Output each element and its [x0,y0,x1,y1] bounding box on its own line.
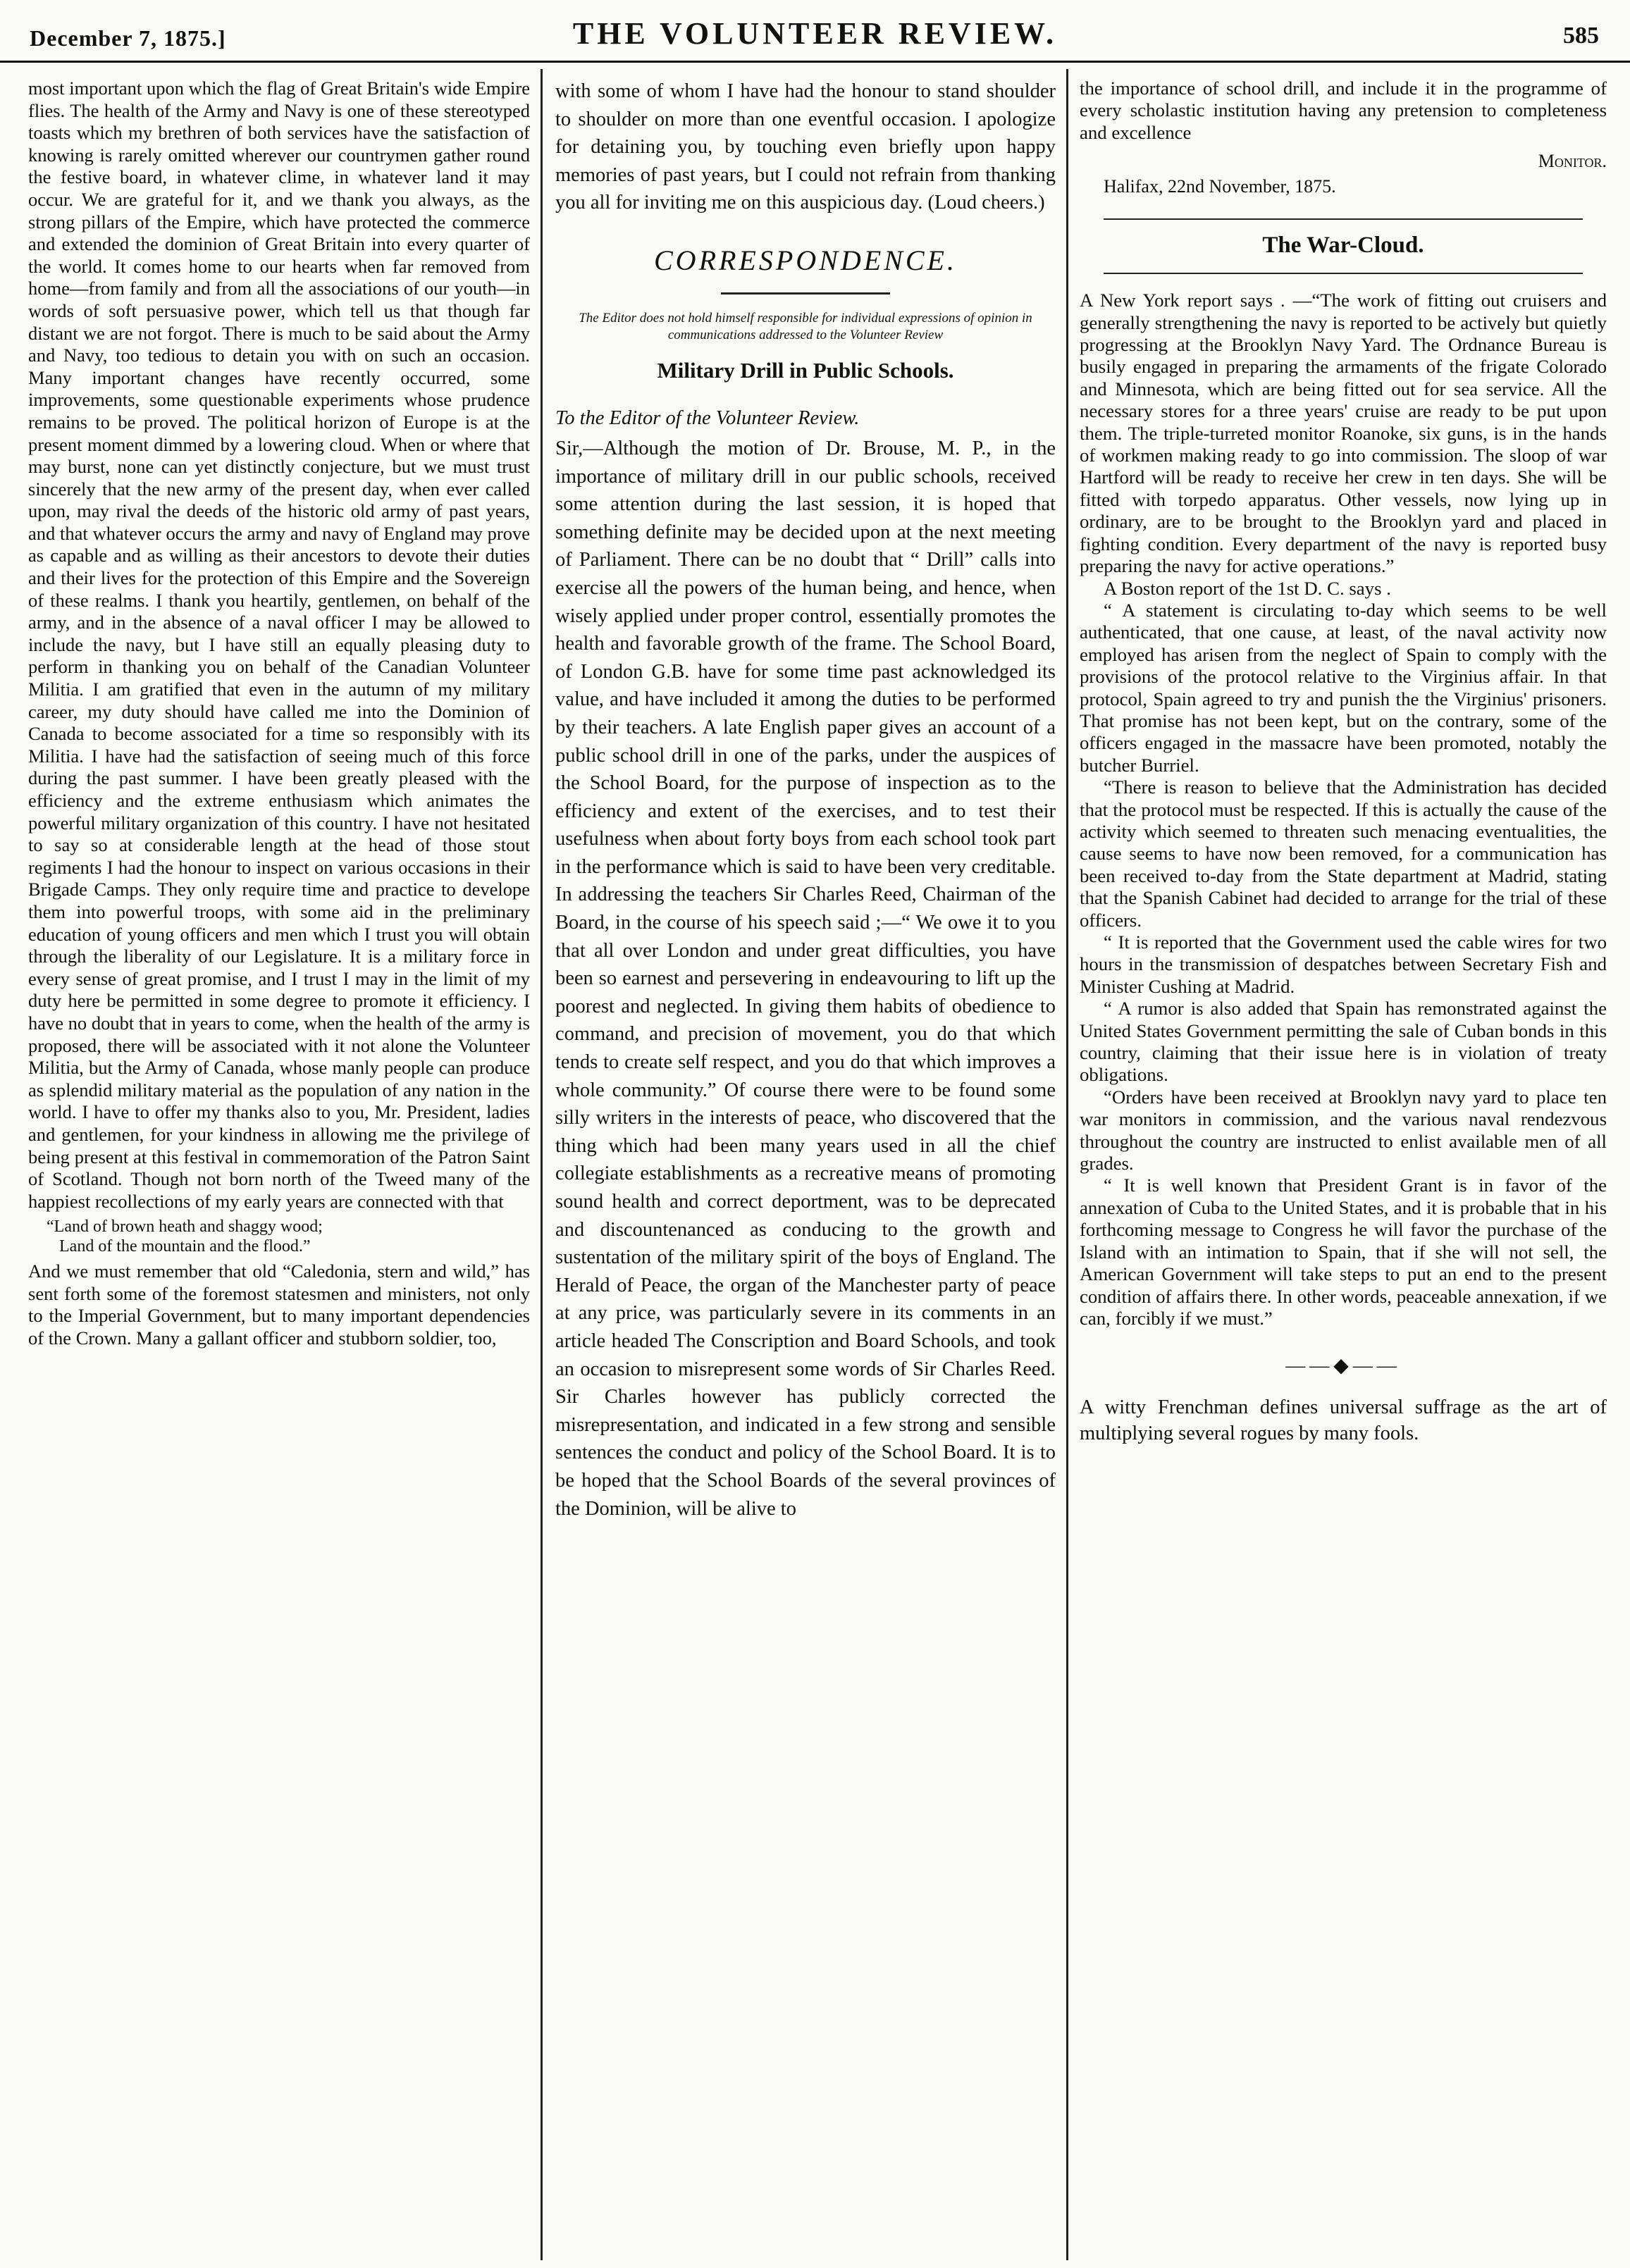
body-paragraph: with some of whom I have had the honour to stand shoulder to shoulder on more than one eventful occasion. I apologize for detaining you, by touching even briefly upon happy memories of past years, but I could not refrain from thanking you all for inviting me on this auspicious day. (Loud cheers.) [555,80,1056,214]
body-paragraph: “ It is well known that President Grant is in favor of the annexation of Cuba to the United States, and it is probable that in his forthcoming message to Congress he will favor the purchase of the Island with an intimation to Spain, that if she will not sell, the American Government will take steps to put an end to the present condition of affairs there. In other words, peaceable annexation, if we can, forcibly if we must.” [1080,1175,1607,1329]
page-number: 585 [1563,23,1599,49]
letter-signature: Monitor. [1538,151,1607,172]
body-paragraph: A New York report says . —“The work of fitting out cruisers and generally strengthening the navy is reported to be actively but quietly progressing at the Brooklyn Navy Yard. The Ordnance Bureau is busily engaged in preparing the armaments of the frigate Colorado and Minnesota, which are being fitted out for sea service. All the necessary stores for a three years' cruise are ready to be put upon them. The triple-turreted monitor Roanoke, six guns, is in the hands of workmen making ready to go into commission. The sloop of war Hartford will be ready to receive her crew in ten days. She will be fitted with torpedo apparatus. Other vessels, now lying up in ordinary, are to be brought to the Brooklyn yard and placed in fighting condition. Every department of the navy is reported busy preparing the navy for active operations.” [1080,290,1607,577]
running-head [0,6,1630,63]
body-paragraph: “Orders have been received at Brooklyn navy yard to place ten war monitors in commission, and the various naval rendezvous throughout the country are instructed to enlist available men of all grades. [1080,1086,1607,1175]
verse-quote [47,1217,530,1256]
editor-disclaimer: The Editor does not hold himself responsible for individual expressions of opinion in communications addressed to the Volunteer Review [579,310,1032,342]
letter-salutation: To the Editor of the Volunteer Review. [555,407,860,429]
body-paragraph: the importance of school drill, and include it in the programme of every scholastic institution having any pretension to completeness and excellence [1080,78,1607,143]
column-two [555,78,1056,2248]
section-heading: CORRESPONDENCE. [654,244,957,276]
heading-rule [1104,273,1583,274]
verse-line: “Land of brown heath and shaggy wood; [47,1217,323,1237]
article-title: The War-Cloud. [1262,233,1424,259]
issue-date: December 7, 1875.] [30,25,226,51]
body-paragraph: A Boston report of the 1st D. C. says . [1104,577,1391,599]
heading-rule [1104,218,1583,220]
letter-dateline: Halifax, 22nd November, 1875. [1104,176,1336,197]
column-rule [1066,69,1068,2260]
filler-item [1080,1394,1607,1446]
article-title: Military Drill in Public Schools. [657,357,954,383]
column-one [28,78,530,2248]
body-paragraph: A witty Frenchman defines universal suffrage as the art of multiplying several rogues by many fools. [1080,1396,1607,1445]
heading-rule [721,292,890,295]
body-paragraph: And we must remember that old “Caledonia, stern and wild,” has sent forth some of the foremost statesmen and ministers, not only to the Imperial Government, but to many important dependencies of the Crown. Many a gallant officer and stubborn soldier, too, [28,1260,530,1349]
verse-line: Land of the mountain and the flood.” [59,1237,311,1256]
body-paragraph: Sir,—Although the motion of Dr. Brouse, M. P., in the importance of military drill in our public schools, received some attention during the last session, it is hoped that something definite may be decided upon at the next meeting of Parliament. There can be no doubt that “ Drill” calls into exercise all the powers of the human being, and hence, when wisely applied under proper control, essentially promotes the health and favorable growth of the frame. The School Board, of London G.B. have for some time past acknowledged its value, and have included it among the duties to be performed by their teachers. A late English paper gives an account of a public school drill in one of the parks, under the auspices of the School Board, for the purpose of inspection as to the efficiency and extent of the exercises, and to test their usefulness when about forty boys from each school took part in the performance which is said to have been very creditable. In addressing the teachers Sir Charles Reed, Chairman of the Board, in the course of his speech said ;—“ We owe it to you that all over London and under great difficulties, you have been so earnest and persevering in endeavouring to lift up the poorest and neglected. In giving them habits of obedience to command, and precision of movement, you do that which tends to create self respect, and you do that which improves a whole community.” Of course there were to be found some silly writers in the interests of peace, who discovered that the thing which had been many years used in all the chief collegiate establishments as a recreative means of promoting sound health and correct deportment, was to be deprecated and discountenanced as conducing to the growth and sustentation of the military spirit of the boys of England. The Herald of Peace, the organ of the Manchester party of peace at any price, was particularly severe in its comments in an article headed The Conscription and Board Schools, and took an occasion to misrepresent some words of Sir Charles Reed. Sir Charles however has publicly corrected the misrepresentation, and indicated in a few strong and sensible sentences the conduct and policy of the School Board. It is to be hoped that the School Boards of the several provinces of the Dominion, will be alive to [555,437,1056,1520]
body-paragraph: most important upon which the flag of Great Britain's wide Empire flies. The health of the Army and Navy is one of these stereotyped toasts which my brethren of both services have the satisfaction of knowing is rarely omitted wherever our countrymen gather round the festive board, in whatever clime, in whatever land it may occur. We are grateful for it, and we thank you always, as the strong pillars of the Empire, which have protected the commerce and extended the dominion of Great Britain into every quarter of the world. It comes home to our hearts when far removed from home—from family and from all the associations of our youth—in words of soft persuasive power, which tell us that though far distant we are not forgot. There is much to be said about the Army and Navy, too tedious to detain you with on such an occasion. Many important changes have recently occurred, some improvements, some questionable experiments whose prudence remains to be proved. The political horizon of Europe is at the present moment dimmed by a lowering cloud. When or where that may burst, none can yet distinctly conjecture, but we must trust sincerely that the new army of the present day, when ever called upon, may rival the deeds of the historic old army of past years, and that whatever occurs the army and navy of England may prove as capable and as willing as their ancestors to devote their duties and their lives for the protection of this Empire and the Sovereign of these realms. I thank you heartily, gentlemen, on behalf of the army, and in the absence of a naval officer I may be allowed to include the navy, but I have still an equally pleasing duty to perform in thanking you on behalf of the Canadian Volunteer Militia. I am gratified that even in the autumn of my military career, my duty should have called me into the Dominion of Canada to become associated for a time so responsibly with its Militia. I have had the satisfaction of seeing much of this force during the past summer. I have been greatly pleased with the efficiency and the extreme enthusiasm which animates the powerful military organization of this country. I have not hesitated to say so at considerable length at the head of those stout regiments I had the honour to inspect on various occasions in their Brigade Camps. They only require time and practice to develope them into powerful troops, with some aid in the preliminary education of young officers and men which I trust you will obtain through the liberality of our Legislature. It is a military force in every sense of great promise, and I trust I may in the limit of my duty here be permitted in some degree to promote it efficiency. I have no doubt that in years to come, when the health of the army is proposed, there will be associated with it not alone the Volunteer Militia, but the Army of Canada, whose manly people can produce as splendid military material as the population of any nation in the world. I have to offer my thanks also to you, Mr. President, ladies and gentlemen, for your kindness in allowing me the privilege of being present at this festival in commemoration of the Patron Saint of Scotland. Though not born north of the Tweed many of the happiest recollections of my early years are connected with that [28,78,530,1212]
publication-title: THE VOLUNTEER REVIEW. [572,16,1058,51]
column-rule [541,69,543,2260]
body-paragraph: “ A statement is circulating to-day which seems to be well authenticated, that one cause, at least, of the naval activity now employed has arisen from the neglect of Spain to comply with the provisions of the protocol relative to the Virginius affair. In that protocol, Spain agreed to try and punish the the Virginius' prisoners. That promise has not been kept, but on the contrary, some of the officers engaged in the massacre have been promoted, notably the butcher Burriel. [1080,599,1607,776]
body-paragraph: “ A rumor is also added that Spain has remonstrated against the United States Government permitting the sale of Cuban bonds in this country, claiming that their issue here is in violation of treaty obligations. [1080,998,1607,1086]
column-three [1080,78,1607,2248]
section-ornament: ——◆—— [1285,1355,1401,1377]
body-paragraph: “There is reason to believe that the Administration has decided that the protocol must be respected. If this is actually the cause of the activity which seemed to threaten such menacing eventualities, the cause seems to have now been removed, for a communication has been received to-day from the State department at Madrid, stating that the Spanish Cabinet had decided to arrange for the trial of these officers. [1080,776,1607,931]
body-paragraph: “ It is reported that the Government used the cable wires for two hours in the transmission of despatches between Secretary Fish and Minister Cushing at Madrid. [1080,931,1607,997]
